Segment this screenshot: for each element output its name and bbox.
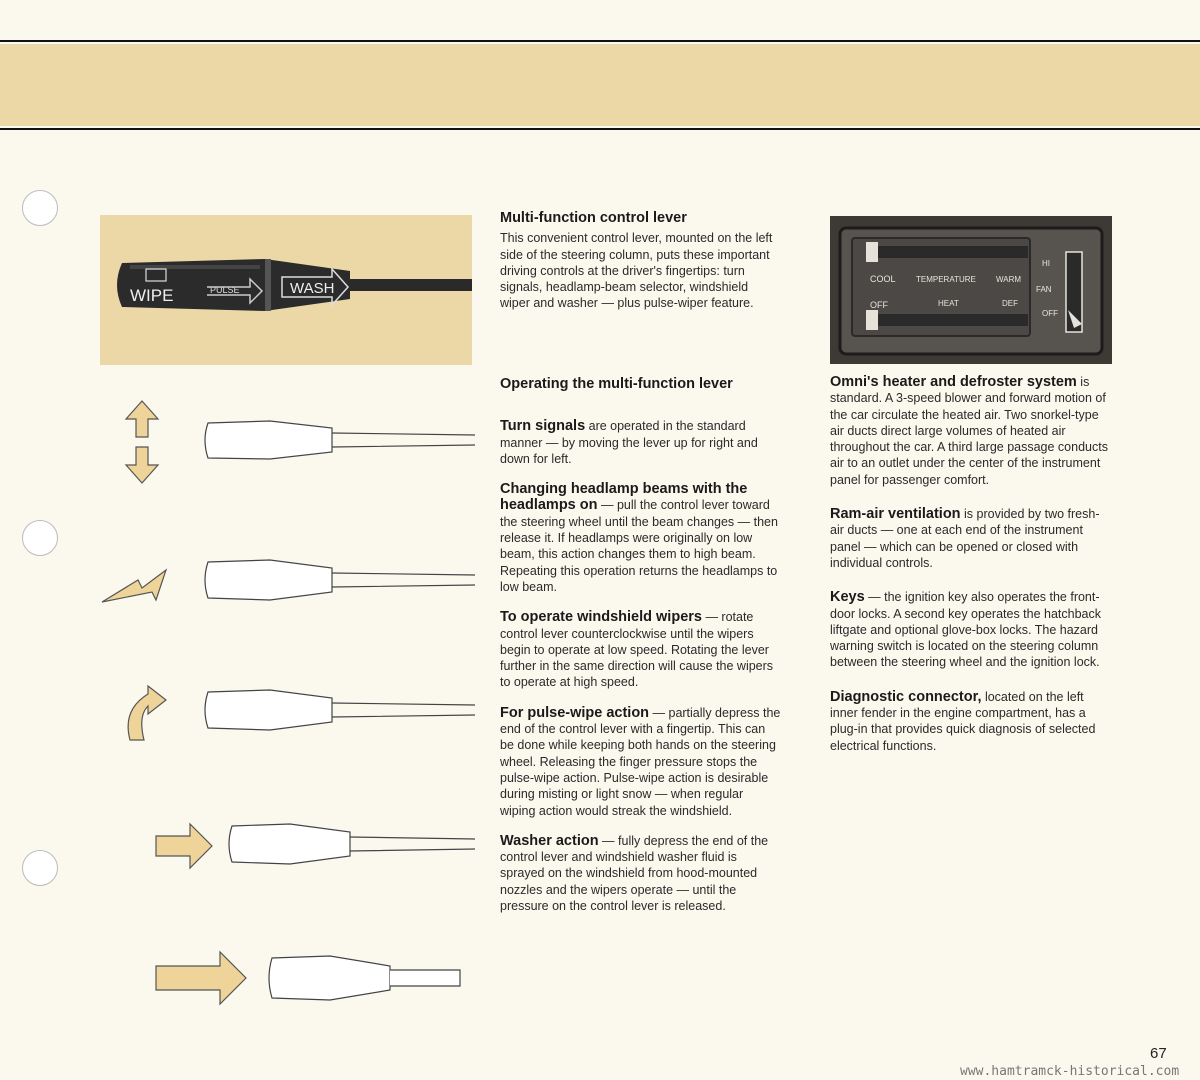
- wipe-label: WIPE: [130, 286, 174, 305]
- op-item-pulse-wipe: For pulse-wipe action — partially depress the end of the control lever with a fingertip. This can be done while keeping both hands on the steering wheel. Releasing the finger pressure stops the pulse-wipe action. Pulse-wipe action is desirable during misting or light snow — when regular wiping action would streak the windshield.: [500, 704, 781, 818]
- item-diagnostic-connector: Diagnostic connector, located on the left inner fender in the engine compartment, has a plug-in that provides quick diagnosis of selected electrical functions.: [830, 688, 1096, 753]
- heater-panel-photo: [830, 216, 1112, 364]
- header-band: [0, 44, 1200, 126]
- op-item-headlamps: Changing headlamp beams with the headlamps on — pull the control lever toward the steering wheel until the beam changes — then release it. If headlamps were originally on low beam, this action changes them to high beam. Repeating this operation returns the headlamps to low beam.: [500, 481, 778, 594]
- fan-label: FAN: [1036, 285, 1052, 294]
- lever-photo: [100, 215, 472, 365]
- operating-heading: Operating the multi-function lever: [500, 376, 733, 392]
- off-label: OFF: [870, 300, 888, 310]
- page-number: 67: [1150, 1045, 1167, 1062]
- def-label: DEF: [1002, 299, 1018, 308]
- watermark-url: www.hamtramck-historical.com: [960, 1064, 1180, 1079]
- multi-function-body: This convenient control lever, mounted on the left side of the steering column, puts these important driving controls at the driver's fingertips: turn signals, headlamp-beam selector, windshield wiper and washer — plus pulse-wiper feature.: [500, 231, 773, 311]
- op-item-washer: Washer action — fully depress the end of the control lever and windshield washer fluid is sprayed on the windshield from hood-mounted nozzles and the wipers operate — until the pressure on the control lever is released.: [500, 832, 769, 914]
- lever-diagram-headlamp-beams: [100, 540, 475, 630]
- op-item-turn-signals: Turn signals are operated in the standard manner — by moving the lever up for right and down for left.: [500, 418, 758, 466]
- pulse-label: PULSE: [210, 285, 240, 295]
- multi-function-section: [500, 210, 780, 326]
- lever-diagram-turn-signals: [100, 395, 475, 485]
- wash-label: WASH: [290, 280, 335, 297]
- right-column: [830, 374, 1112, 768]
- operating-section: [500, 376, 782, 928]
- lever-diagram-washer: [100, 940, 475, 1030]
- op-item-wipers: To operate windshield wipers — rotate control lever counterclockwise until the wipers begin to operate at low speed. Rotating the lever further in the same direction will cause the wipers to operate at high speed.: [500, 609, 774, 690]
- fan-off-label: OFF: [1042, 309, 1058, 318]
- binder-hole-middle: [22, 520, 58, 556]
- heat-label: HEAT: [938, 299, 959, 308]
- warm-label: WARM: [996, 275, 1022, 284]
- binder-hole-top: [22, 190, 58, 226]
- item-heater-defroster: Omni's heater and defroster system is standard. A 3-speed blower and forward motion of the car circulate the heated air. Two snorkel-type air ducts direct large volumes of heated air throughout the car. A third large passage conducts air to an outlet under the center of the instrument panel for passenger comfort.: [830, 374, 1108, 487]
- lever-diagram-wipers: [100, 670, 475, 760]
- top-rule: [0, 40, 1200, 42]
- multi-function-heading: Multi-function control lever: [500, 210, 687, 226]
- item-keys: Keys — the ignition key also operates the front-door locks. A second key operates the hatchback liftgate and optional glove-box locks. The hazard warning switch is located on the steering column between the steering wheel and the ignition lock.: [830, 589, 1102, 670]
- temperature-label: TEMPERATURE: [916, 275, 976, 284]
- cool-label: COOL: [870, 274, 896, 284]
- header-bottom-rule: [0, 128, 1200, 130]
- item-ram-air: Ram-air ventilation is provided by two fresh-air ducts — one at each end of the instrument panel — which can be opened or closed with individual controls.: [830, 506, 1100, 570]
- lever-diagram-pulse-wipe: [100, 800, 475, 890]
- hi-label: HI: [1042, 259, 1050, 268]
- binder-hole-bottom: [22, 850, 58, 886]
